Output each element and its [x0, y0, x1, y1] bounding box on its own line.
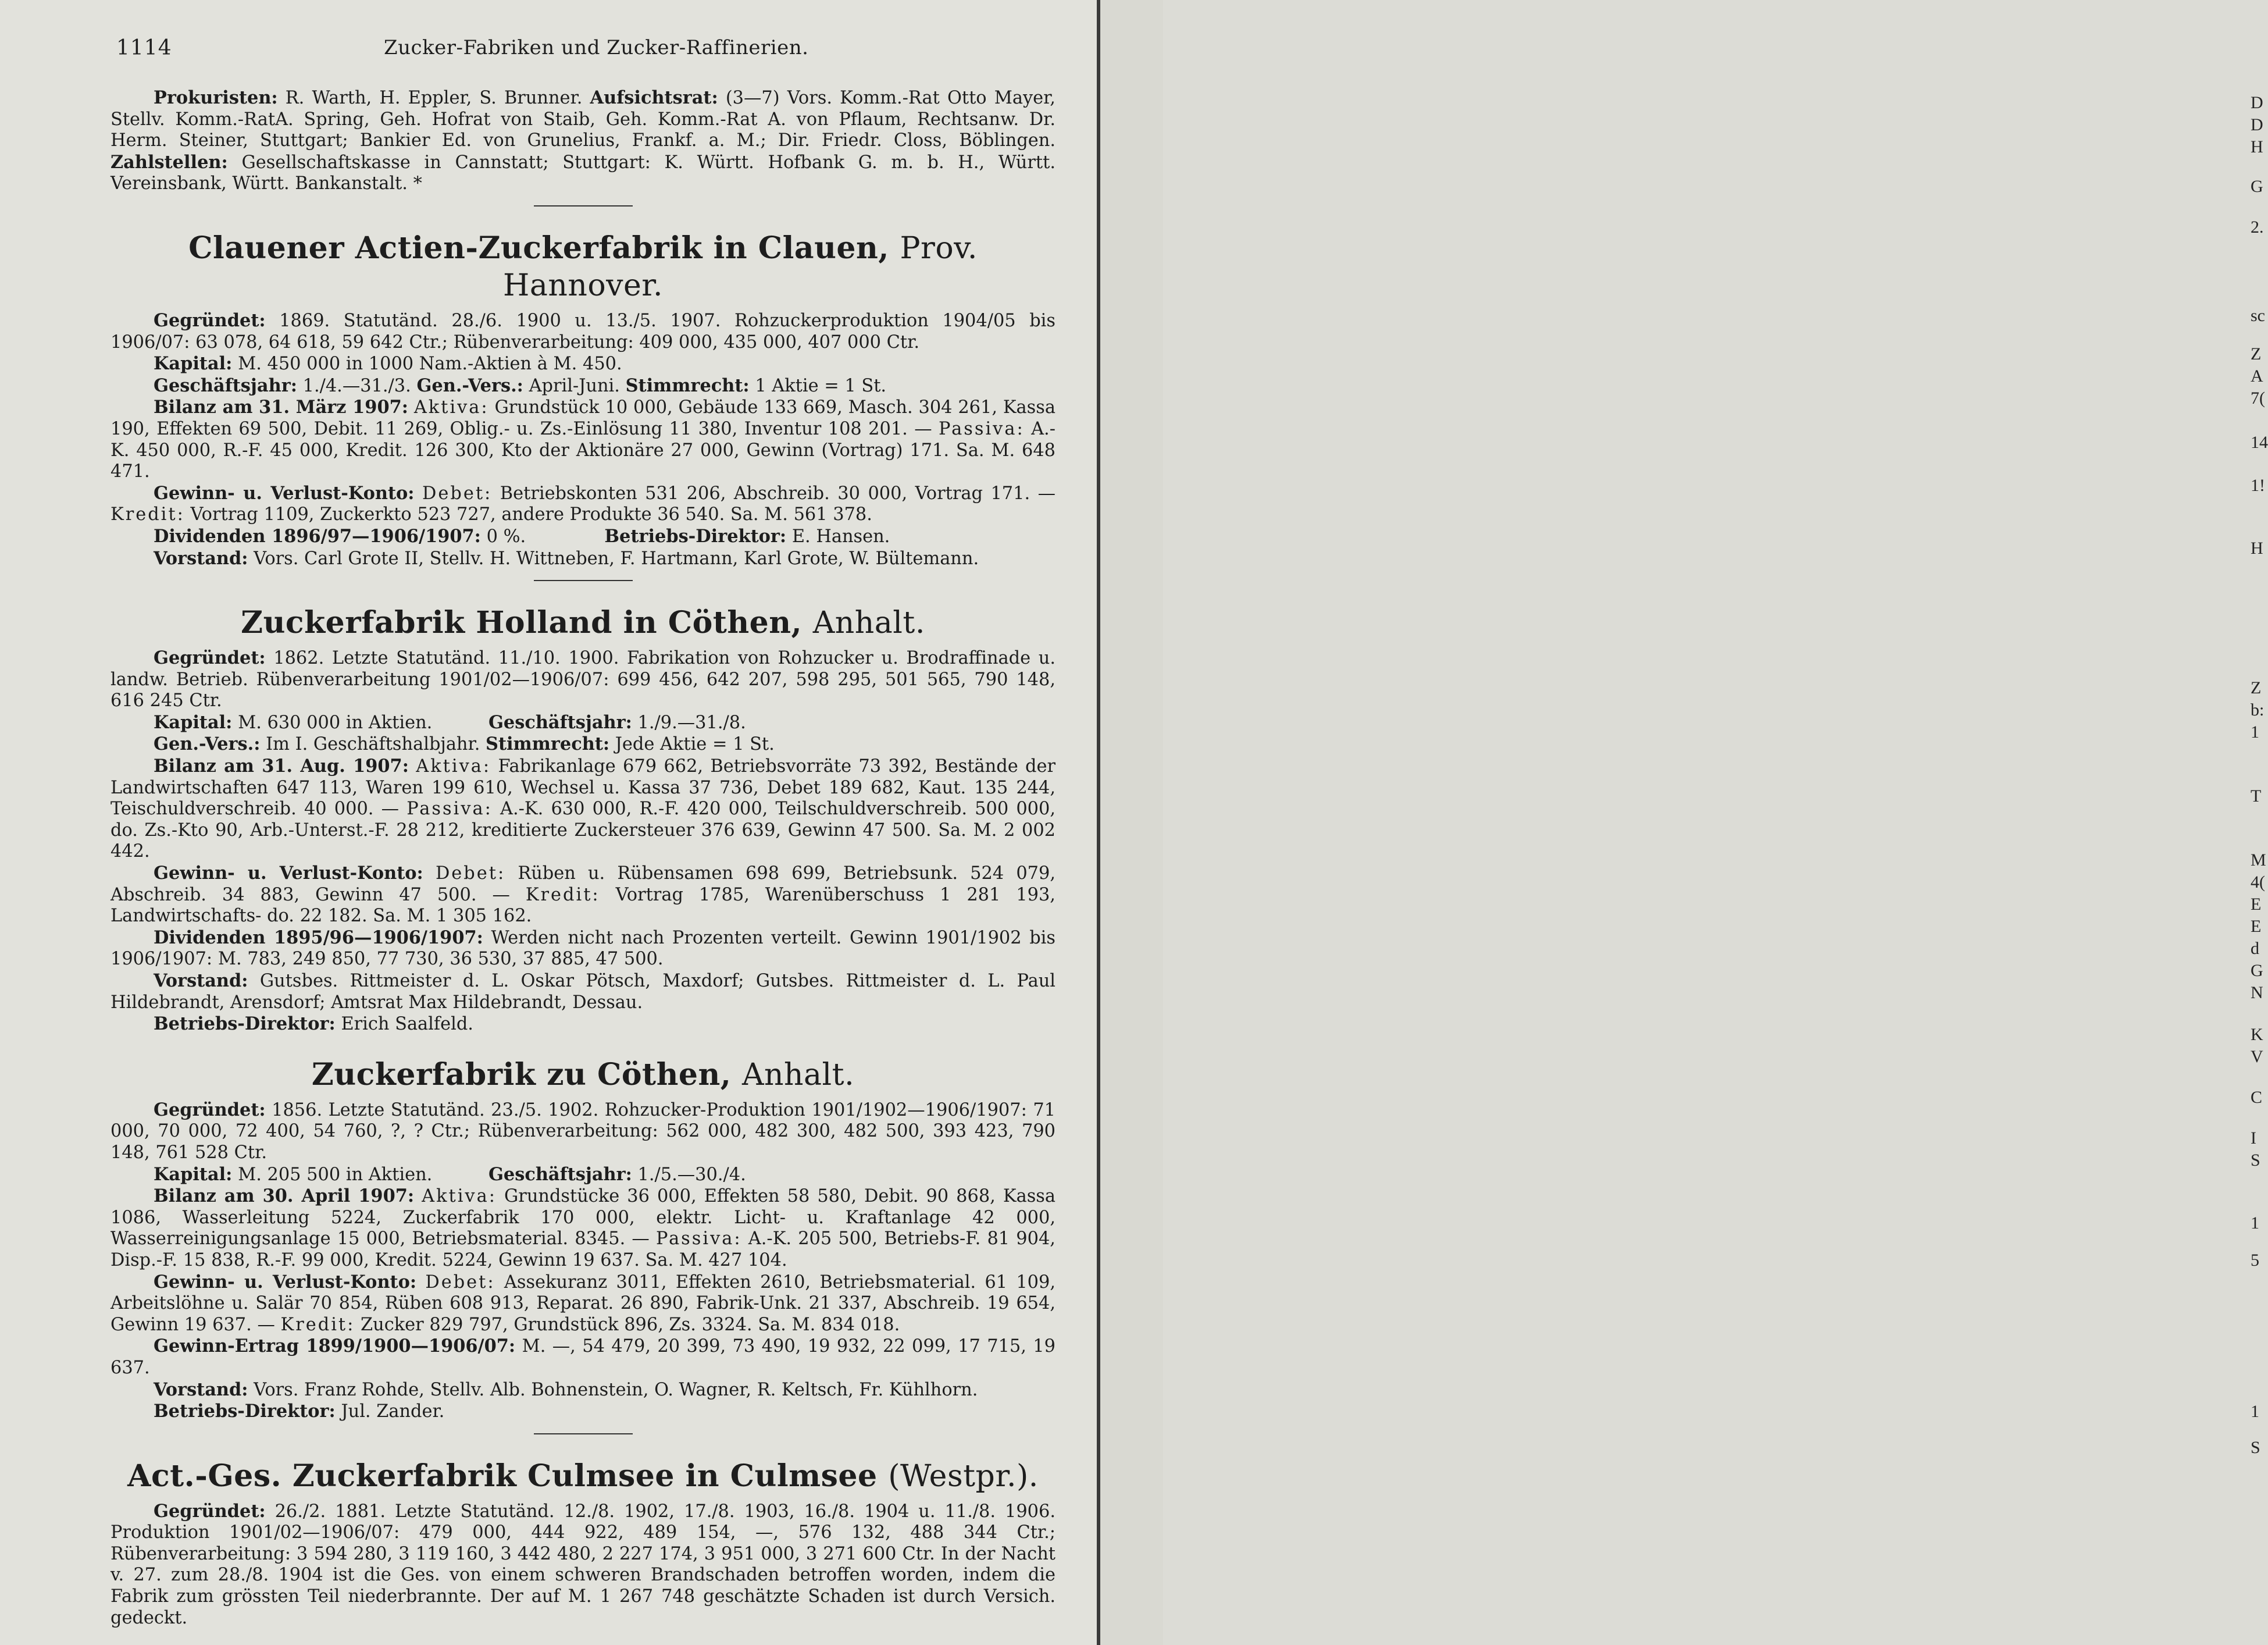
geschaeftsjahr-label: Geschäftsjahr:: [154, 375, 297, 396]
debet-text: Assekuranz 3011, Effekten 2610, Betriebsmaterial. 61 109, Arbeitslöhne u. Salär 70 854, Rüben 608 913, Reparat. 26 890, Fabrik-Unk. 21 337, Abschreib. 19 654, Gewinn 19 637. —: [110, 1272, 1055, 1335]
company-entry: [110, 604, 1055, 1035]
bilanz-label: Bilanz am 30. April 1907:: [154, 1185, 415, 1207]
adjacent-fragment: Z: [2251, 344, 2262, 364]
adjacent-page-edge: [1100, 0, 2268, 1645]
stimmrecht-label: Stimmrecht:: [625, 375, 750, 396]
company-entry: [110, 230, 1055, 569]
gegruendet-label: Gegründet:: [154, 1099, 266, 1120]
section-divider: [534, 1433, 633, 1434]
zahlstellen-text: Gesellschaftskasse in Cannstatt; Stuttgart: K. Württ. Hofbank G. m. b. H., Württ. Vereinsbank, Württ. Bankanstalt. *: [110, 152, 1055, 194]
company-name: Zuckerfabrik Holland in Cöthen,: [241, 605, 803, 641]
company-name: Act.-Ges. Zuckerfabrik Culmsee in Culmsee: [127, 1458, 878, 1494]
adjacent-fragment: V: [2251, 1047, 2263, 1066]
vorstand-label: Vorstand:: [154, 1379, 248, 1400]
adjacent-fragment: D: [2251, 93, 2263, 112]
bilanz-label: Bilanz am 31. Aug. 1907:: [154, 756, 409, 777]
company-name: Clauener Actien-Zuckerfabrik in Clauen,: [188, 230, 889, 266]
adjacent-fragment: b:: [2251, 700, 2265, 720]
genvers-text: April-Juni.: [529, 375, 620, 396]
gegruendet-text: 1856. Letzte Statutänd. 23./5. 1902. Rohzucker-Produktion 1901/1902—1906/1907: 71 000, 70 000, 72 400, 54 760, ?, ? Ctr.; Rübenverarbeitung: 562 000, 482 300, 482 500, 393 423, 790 148, 761 528 Ctr.: [110, 1099, 1055, 1163]
company-title: [110, 1458, 1055, 1495]
gegruendet-text: 1869. Statutänd. 28./6. 1900 u. 13./5. 1907. Rohzuckerproduktion 1904/05 bis 1906/07: 63 078, 64 618, 59 642 Ctr.; Rübenverarbeitung: 409 000, 435 000, 407 000 Ctr.: [110, 310, 1055, 352]
dividenden-paragraph: [110, 927, 1055, 970]
passiva-text: A.-K. 630 000, R.-F. 420 000, Teilschuldverschreib. 500 000, do. Zs.-Kto 90, Arb.-Unterst.-F. 28 212, kreditierte Zuckersteuer 376 639, Gewinn 47 500. Sa. M. 2 002 442.: [110, 799, 1056, 862]
gegruendet-label: Gegründet:: [154, 1500, 266, 1522]
betriebsdirektor-text: Jul. Zander.: [341, 1401, 445, 1422]
debet-text: Betriebskonten 531 206, Abschreib. 30 000, Vortrag 171. —: [500, 483, 1056, 504]
guv-label: Gewinn- u. Verlust-Konto:: [154, 482, 415, 504]
kredit-text: Zucker 829 797, Grundstück 896, Zs. 3324. Sa. M. 834 018.: [361, 1314, 900, 1335]
kredit-label: Kredit:: [525, 884, 600, 905]
kredit-text: Vortrag 1109, Zuckerkto 523 727, andere Produkte 36 540. Sa. M. 561 378.: [190, 504, 872, 525]
guv-label: Gewinn- u. Verlust-Konto:: [154, 1271, 417, 1292]
kapital-paragraph: [110, 353, 1055, 375]
aktiva-text: Grundstücke 36 000, Effekten 58 580, Debit. 90 868, Kassa 1086, Wasserleitung 5224, Zuckerfabrik 170 000, elektr. Licht- u. Kraftanlage 42 000, Wasserreinigungsanlage 15 000, Betriebsmaterial. 8345. —: [110, 1186, 1056, 1249]
adjacent-fragment: E: [2251, 917, 2262, 936]
company-location: (Westpr.).: [888, 1458, 1039, 1494]
stimmrecht-text: 1 Aktie = 1 St.: [755, 375, 887, 396]
betriebsdirektor-paragraph: [110, 1013, 1055, 1035]
gewinn-ertrag-label: Gewinn-Ertrag 1899/1900—1906/07:: [154, 1336, 516, 1357]
adjacent-fragment: 1: [2251, 1213, 2259, 1233]
adjacent-fragment: Z: [2251, 678, 2262, 697]
geschaeftsjahr-label: Geschäftsjahr:: [488, 1163, 632, 1185]
kapital-text: M. 630 000 in Aktien.: [238, 712, 433, 733]
bilanz-label: Bilanz am 31. März 1907:: [154, 397, 408, 418]
betriebsdirektor-text: E. Hansen.: [791, 526, 890, 547]
company-location: Anhalt.: [742, 1057, 855, 1092]
company-title: [110, 1056, 1055, 1094]
adjacent-fragment: D: [2251, 115, 2263, 134]
adjacent-fragment: M: [2251, 850, 2266, 870]
vorstand-label: Vorstand:: [154, 970, 248, 991]
passiva-label: Passiva:: [655, 1229, 742, 1249]
geschaeftsjahr-text: 1./4.—31./3.: [302, 375, 411, 396]
page-header: [116, 36, 1058, 62]
vorstand-text: Gutsbes. Rittmeister d. L. Oskar Pötsch, Maxdorf; Gutsbes. Rittmeister d. L. Paul Hildebrandt, Arensdorf; Amtsrat Max Hildebrandt, Dessau.: [110, 971, 1055, 1013]
intro-paragraph: [110, 87, 1055, 195]
geschaeftsjahr-label: Geschäftsjahr:: [488, 711, 632, 733]
aktiva-label: Aktiva:: [413, 397, 489, 418]
genvers-label: Gen.-Vers.:: [416, 375, 523, 396]
adjacent-fragment: T: [2251, 786, 2262, 806]
genvers-label: Gen.-Vers.:: [154, 734, 261, 755]
debet-label: Debet:: [422, 483, 493, 504]
adjacent-fragment: G: [2251, 177, 2263, 196]
adjacent-fragment: A: [2251, 366, 2263, 386]
company-title: [110, 230, 1055, 304]
adjacent-fragment: 1: [2251, 722, 2259, 742]
gegruendet-paragraph: [110, 1501, 1055, 1629]
guv-label: Gewinn- u. Verlust-Konto:: [154, 863, 423, 884]
adjacent-fragment: 14: [2251, 433, 2268, 452]
passiva-text: A.-K. 205 500, Betriebs-F. 81 904, Disp.-F. 15 838, R.-F. 99 000, Kredit. 5224, Gewinn 19 637. Sa. M. 427 104.: [110, 1229, 1055, 1270]
adjacent-fragment: E: [2251, 895, 2262, 914]
kapital-label: Kapital:: [154, 353, 233, 375]
adjacent-fragment: H: [2251, 539, 2263, 558]
adjacent-fragment: 1!: [2251, 476, 2265, 495]
dividenden-label: Dividenden 1895/96—1906/1907:: [154, 927, 483, 948]
section-divider: [534, 580, 633, 581]
kredit-label: Kredit:: [280, 1314, 355, 1335]
dividenden-label: Dividenden 1896/97—1906/1907:: [154, 525, 481, 547]
zahlstellen-label: Zahlstellen:: [110, 151, 228, 173]
kredit-label: Kredit:: [110, 504, 185, 525]
passiva-label: Passiva:: [939, 418, 1025, 439]
aufsichtsrat-label: Aufsichtsrat:: [590, 87, 718, 108]
gewinn-ertrag-paragraph: [110, 1336, 1055, 1379]
aktiva-label: Aktiva:: [416, 756, 491, 777]
vorstand-paragraph: [110, 548, 1055, 570]
geschaeftsjahr-text: 1./5.—30./4.: [637, 1164, 746, 1185]
kapital-label: Kapital:: [154, 1163, 233, 1185]
debet-label: Debet:: [435, 863, 506, 884]
betriebsdirektor-text: Erich Saalfeld.: [341, 1014, 473, 1035]
prokuristen-text: R. Warth, H. Eppler, S. Brunner.: [285, 88, 583, 108]
adjacent-fragment: C: [2251, 1088, 2263, 1107]
bilanz-paragraph: [110, 1185, 1055, 1271]
page-content: [110, 87, 1055, 1629]
betriebsdirektor-label: Betriebs-Direktor:: [154, 1401, 336, 1422]
adjacent-fragment: sc: [2251, 306, 2265, 325]
aktiva-label: Aktiva:: [422, 1186, 497, 1207]
gegruendet-text: 1862. Letzte Statutänd. 11./10. 1900. Fabrikation von Rohzucker u. Brodraffinade u. landw. Betrieb. Rübenverarbeitung 1901/02—1906/07: 699 456, 642 207, 598 295, 501 565, 790 148, 616 245 Ctr.: [110, 648, 1055, 711]
kapital-text: M. 205 500 in Aktien.: [238, 1164, 433, 1185]
vorstand-label: Vorstand:: [154, 547, 248, 569]
vorstand-paragraph: [110, 1379, 1055, 1401]
gegruendet-paragraph: [110, 1099, 1055, 1164]
adjacent-fragment: S: [2251, 1151, 2260, 1170]
kapital-paragraph: [110, 1164, 1055, 1186]
genvers-paragraph: [110, 734, 1055, 756]
gegruendet-paragraph: [110, 310, 1055, 353]
guv-paragraph: [110, 863, 1055, 927]
adjacent-fragment: 1: [2251, 1402, 2259, 1421]
vorstand-paragraph: [110, 970, 1055, 1013]
adjacent-fragment: H: [2251, 137, 2263, 156]
passiva-text: A.-K. 450 000, R.-F. 45 000, Kredit. 126 300, Kto der Aktionäre 27 000, Gewinn (Vortrag) 171. Sa. M. 648 471.: [110, 418, 1055, 482]
debet-label: Debet:: [425, 1272, 495, 1292]
adjacent-fragment: G: [2251, 961, 2263, 980]
betriebsdirektor-label: Betriebs-Direktor:: [604, 525, 787, 547]
running-title: Zucker-Fabriken und Zucker-Raffinerien.: [384, 36, 809, 59]
guv-paragraph: [110, 1272, 1055, 1336]
geschaeftsjahr-text: 1./9.—31./8.: [637, 712, 746, 733]
company-location: Anhalt.: [812, 606, 925, 641]
betriebsdirektor-label: Betriebs-Direktor:: [154, 1013, 336, 1035]
gegruendet-label: Gegründet:: [154, 647, 266, 669]
gegruendet-paragraph: [110, 647, 1055, 712]
stimmrecht-label: Stimmrecht:: [486, 734, 610, 755]
gewinn-ertrag-text: M. —, 54 479, 20 399, 73 490, 19 932, 22 099, 17 715, 19 637.: [110, 1336, 1055, 1378]
company-location: Prov. Hannover.: [503, 230, 978, 303]
aufsichtsrat-text: (3—7) Vors. Komm.-Rat Otto Mayer, Stellv. Komm.-RatA. Spring, Geh. Hofrat von Staib, Geh. Komm.-Rat A. von Pflaum, Rechtsanw. Dr. Herm. Steiner, Stuttgart; Bankier Ed. von Grunelius, Frankf. a. M.; Dir. Friedr. Closs, Böblingen.: [110, 88, 1055, 151]
kapital-paragraph: [110, 712, 1055, 734]
dividenden-text: 0 %.: [486, 526, 526, 547]
kapital-text: M. 450 000 in 1000 Nam.-Aktien à M. 450.: [238, 354, 622, 375]
adjacent-fragment: N: [2251, 983, 2263, 1002]
adjacent-fragment: 5: [2251, 1251, 2259, 1270]
adjacent-fragment: d: [2251, 939, 2259, 958]
adjacent-fragment: 7(: [2251, 389, 2265, 408]
company-entry: [110, 1458, 1055, 1629]
adjacent-fragment: I: [2251, 1128, 2256, 1148]
betriebsdirektor-paragraph: [110, 1401, 1055, 1423]
gegruendet-label: Gegründet:: [154, 309, 266, 331]
debet-text: Rüben u. Rübensamen 698 699, Betriebsunk. 524 079, Abschreib. 34 883, Gewinn 47 500. —: [110, 863, 1055, 905]
page-number: 1114: [116, 36, 172, 60]
vorstand-text: Vors. Carl Grote II, Stellv. H. Wittneben, F. Hartmann, Karl Grote, W. Bültemann.: [254, 548, 979, 569]
aktiva-text: Grundstück 10 000, Gebäude 133 669, Masch. 304 261, Kassa 190, Effekten 69 500, Debit. 11 269, Oblig.- u. Zs.-Einlösung 11 380, Inventur 108 201. —: [110, 397, 1055, 439]
dividenden-text: Werden nicht nach Prozenten verteilt. Gewinn 1901/1902 bis 1906/1907: M. 783, 249 850, 77 730, 36 530, 37 885, 47 500.: [110, 927, 1055, 970]
book-page: [0, 0, 1098, 1645]
adjacent-fragment: K: [2251, 1025, 2263, 1044]
kredit-text: Vortrag 1785, Warenüberschuss 1 281 193, Landwirtschafts- do. 22 182. Sa. M. 1 305 162.: [110, 884, 1055, 927]
vorstand-text: Vors. Franz Rohde, Stellv. Alb. Bohnenstein, O. Wagner, R. Keltsch, Fr. Kühlhorn.: [254, 1379, 978, 1400]
passiva-label: Passiva:: [406, 799, 493, 820]
adjacent-fragment: 2.: [2251, 218, 2264, 237]
company-name: Zuckerfabrik zu Cöthen,: [311, 1056, 732, 1092]
bilanz-paragraph: [110, 397, 1055, 482]
geschaeftsjahr-paragraph: [110, 375, 1055, 397]
bilanz-paragraph: [110, 756, 1055, 863]
stimmrecht-text: Jede Aktie = 1 St.: [615, 734, 775, 755]
gegruendet-text: 26./2. 1881. Letzte Statutänd. 12./8. 1902, 17./8. 1903, 16./8. 1904 u. 11./8. 1906. Produktion 1901/02—1906/07: 479 000, 444 922, 489 154, —, 576 132, 488 344 Ctr.; Rübenverarbeitung: 3 594 280, 3 119 160, 3 442 480, 2 227 174, 3 951 000, 3 271 600 Ctr. In der Nacht v. 27. zum 28./8. 1904 ist die Ges. von einem schweren Brandschaden betroffen worden, indem die Fabrik zum grössten Teil niederbrannte. Der auf M. 1 267 748 geschätzte Schaden ist durch Versich. gedeckt.: [110, 1501, 1055, 1628]
guv-paragraph: [110, 483, 1055, 526]
kapital-label: Kapital:: [154, 711, 233, 733]
section-divider: [534, 205, 633, 206]
aktiva-text: Fabrikanlage 679 662, Betriebsvorräte 73 392, Bestände der Landwirtschaften 647 113, Waren 199 610, Wechsel u. Kassa 37 736, Debet 189 682, Kaut. 135 244, Teischuldverschreib. 40 000. —: [110, 756, 1055, 820]
adjacent-fragment: 4(: [2251, 873, 2265, 892]
company-entry: [110, 1056, 1055, 1423]
prokuristen-label: Prokuristen:: [154, 87, 278, 108]
adjacent-fragment: S: [2251, 1438, 2260, 1457]
company-title: [110, 604, 1055, 642]
genvers-text: Im I. Geschäftshalbjahr.: [266, 734, 480, 755]
dividenden-paragraph: [110, 526, 1055, 548]
